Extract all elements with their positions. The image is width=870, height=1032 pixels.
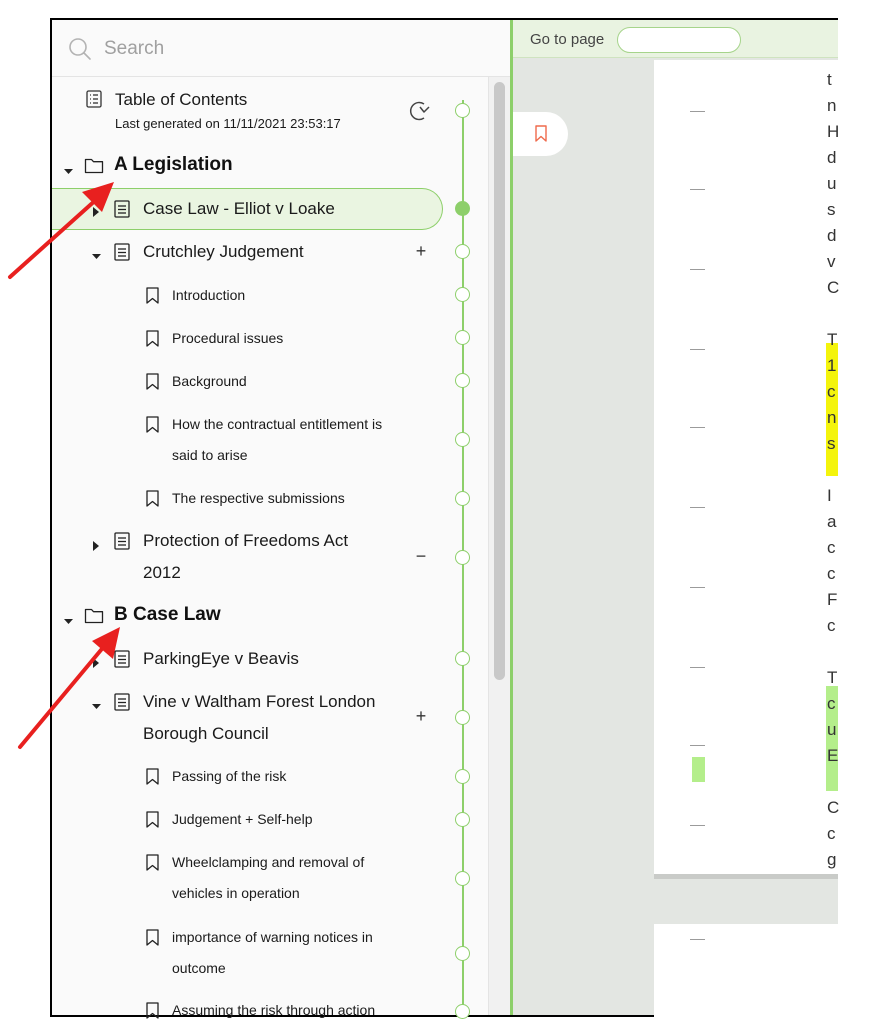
add-button[interactable]: +: [415, 241, 427, 261]
caret-down-icon[interactable]: [64, 613, 73, 631]
bookmark-background[interactable]: Background: [172, 373, 247, 389]
search-input[interactable]: [104, 36, 484, 62]
scrollbar-thumb[interactable]: [494, 82, 505, 680]
timeline-node-active[interactable]: [455, 201, 470, 216]
regenerate-icon[interactable]: [406, 99, 434, 128]
highlight-marker: [692, 757, 705, 782]
timeline-node[interactable]: [455, 330, 470, 345]
page-text-fragment: n: [827, 96, 837, 115]
bookmark-judgement-self-help[interactable]: Judgement + Self-help: [172, 811, 313, 827]
page-text-fragment: g: [827, 850, 837, 869]
bookmark-icon: [146, 490, 159, 512]
page-text-fragment: u: [827, 174, 837, 193]
page-text-fragment: a: [827, 512, 837, 531]
caret-right-icon[interactable]: [92, 538, 100, 556]
line-marker: [690, 507, 705, 508]
document-viewer: [510, 20, 838, 1015]
document-icon: [114, 532, 130, 555]
caret-down-icon[interactable]: [92, 248, 101, 266]
timeline-node[interactable]: [455, 491, 470, 506]
page-text-fragment: s: [827, 434, 836, 453]
page-text-fragment: c: [827, 616, 836, 635]
search-bar: [52, 20, 510, 77]
page-text-fragment: H: [827, 122, 840, 141]
page-text-fragment: t: [827, 70, 832, 89]
bookmark-assuming-the-risk[interactable]: Assuming the risk through action: [172, 1002, 376, 1018]
bookmark-respective-submissions[interactable]: The respective submissions: [172, 490, 345, 506]
page-text-fragment: T: [827, 668, 838, 687]
page-text-fragment: E: [827, 746, 839, 765]
page-text-fragment: C: [827, 798, 840, 817]
timeline-node[interactable]: [455, 244, 470, 259]
toc-item-crutchley-judgement[interactable]: Crutchley Judgement: [143, 242, 304, 261]
document-icon: [114, 200, 130, 223]
line-marker: [690, 269, 705, 270]
toc-panel: [52, 20, 510, 1018]
line-marker: [690, 587, 705, 588]
line-marker: [690, 189, 705, 190]
document-page: [654, 60, 838, 879]
page-text-fragment: I: [827, 486, 832, 505]
timeline-node[interactable]: [455, 287, 470, 302]
caret-right-icon[interactable]: [92, 204, 100, 222]
folder-icon: [84, 157, 104, 179]
bookmark-warning-notices[interactable]: importance of warning notices in: [172, 929, 373, 945]
timeline-node[interactable]: [455, 1004, 470, 1019]
document-page: [654, 924, 838, 1024]
toc-item-vine-v-waltham-forest[interactable]: Vine v Waltham Forest London: [143, 692, 376, 711]
timeline-node[interactable]: [455, 103, 470, 118]
add-button[interactable]: +: [415, 706, 427, 726]
bookmark-icon: [146, 768, 159, 790]
page-text-fragment: u: [827, 720, 837, 739]
toc-last-generated: Last generated on 11/11/2021 23:53:17: [115, 116, 341, 131]
bookmark-procedural-issues[interactable]: Procedural issues: [172, 330, 284, 346]
line-marker: [690, 745, 705, 746]
caret-down-icon[interactable]: [64, 163, 73, 181]
timeline-node[interactable]: [455, 432, 470, 447]
page-text-fragment: F: [827, 590, 838, 609]
go-to-page-bar: [513, 20, 838, 58]
bookmark-icon: [146, 287, 159, 309]
bookmark-passing-of-the-risk[interactable]: Passing of the risk: [172, 768, 287, 784]
line-marker: [690, 427, 705, 428]
folder-a-legislation[interactable]: A Legislation: [114, 154, 233, 175]
go-to-page-input[interactable]: [617, 27, 741, 53]
line-marker: [690, 667, 705, 668]
page-text-fragment: c: [827, 824, 836, 843]
folder-icon: [84, 607, 104, 629]
timeline-node[interactable]: [455, 871, 470, 886]
search-icon[interactable]: [68, 37, 92, 66]
bookmark-wheelclamping-cont[interactable]: vehicles in operation: [172, 885, 300, 901]
document-icon: [114, 650, 130, 673]
toc-item-protection-of-freedoms-act-cont[interactable]: 2012: [143, 563, 181, 582]
table-of-contents-icon: [86, 90, 102, 113]
document-icon: [114, 693, 130, 716]
bookmark-icon: [535, 125, 547, 147]
line-marker: [690, 825, 705, 826]
line-marker: [690, 939, 705, 940]
bookmark-contractual-entitlement[interactable]: How the contractual entitlement is: [172, 416, 383, 432]
bookmark-icon: [146, 811, 159, 833]
add-bookmark-button[interactable]: [513, 112, 568, 156]
page-text-fragment: n: [827, 408, 837, 427]
toc-item-protection-of-freedoms-act[interactable]: Protection of Freedoms Act: [143, 531, 349, 550]
bookmark-warning-notices-cont[interactable]: outcome: [172, 960, 226, 976]
caret-right-icon[interactable]: [92, 655, 100, 673]
timeline-node[interactable]: [455, 373, 470, 388]
timeline-node[interactable]: [455, 946, 470, 961]
page-text-fragment: v: [827, 252, 836, 271]
caret-down-icon[interactable]: [92, 698, 101, 716]
page-text-fragment: T: [827, 330, 838, 349]
bookmark-icon: [146, 330, 159, 352]
page-text-fragment: c: [827, 382, 836, 401]
timeline-node[interactable]: [455, 651, 470, 666]
bookmark-wheelclamping[interactable]: Wheelclamping and removal of: [172, 854, 365, 870]
timeline-node[interactable]: [455, 812, 470, 827]
bookmark-icon: [146, 373, 159, 395]
bookmark-introduction[interactable]: Introduction: [172, 287, 246, 303]
timeline-node[interactable]: [455, 769, 470, 784]
folder-b-case-law[interactable]: B Case Law: [114, 604, 221, 625]
bookmark-contractual-entitlement-cont[interactable]: said to arise: [172, 447, 248, 463]
line-marker: [690, 111, 705, 112]
timeline-node[interactable]: [455, 550, 470, 565]
bookmark-icon: [146, 854, 159, 876]
bookmark-icon: [146, 1002, 159, 1024]
toc-item-label[interactable]: Case Law - Elliot v Loake: [143, 199, 335, 218]
line-marker: [690, 349, 705, 350]
page-text-fragment: c: [827, 564, 836, 583]
timeline-node[interactable]: [455, 710, 470, 725]
page-text-fragment: c: [827, 538, 836, 557]
page-text-fragment: c: [827, 694, 836, 713]
page-text-fragment: C: [827, 278, 840, 297]
go-to-page-label: Go to page: [530, 31, 605, 48]
toc-item-parkingeye-v-beavis[interactable]: ParkingEye v Beavis: [143, 649, 299, 668]
bookmark-icon: [146, 929, 159, 951]
page-text-fragment: s: [827, 200, 836, 219]
collapse-button[interactable]: −: [415, 546, 427, 566]
page-text-fragment: d: [827, 226, 837, 245]
page-text-fragment: d: [827, 148, 837, 167]
toc-title: Table of Contents: [115, 90, 248, 109]
page-text-fragment: 1: [827, 356, 837, 375]
app-window: [50, 18, 838, 1017]
toc-item-vine-v-waltham-forest-cont[interactable]: Borough Council: [143, 724, 269, 743]
bookmark-icon: [146, 416, 159, 438]
document-icon: [114, 243, 130, 266]
